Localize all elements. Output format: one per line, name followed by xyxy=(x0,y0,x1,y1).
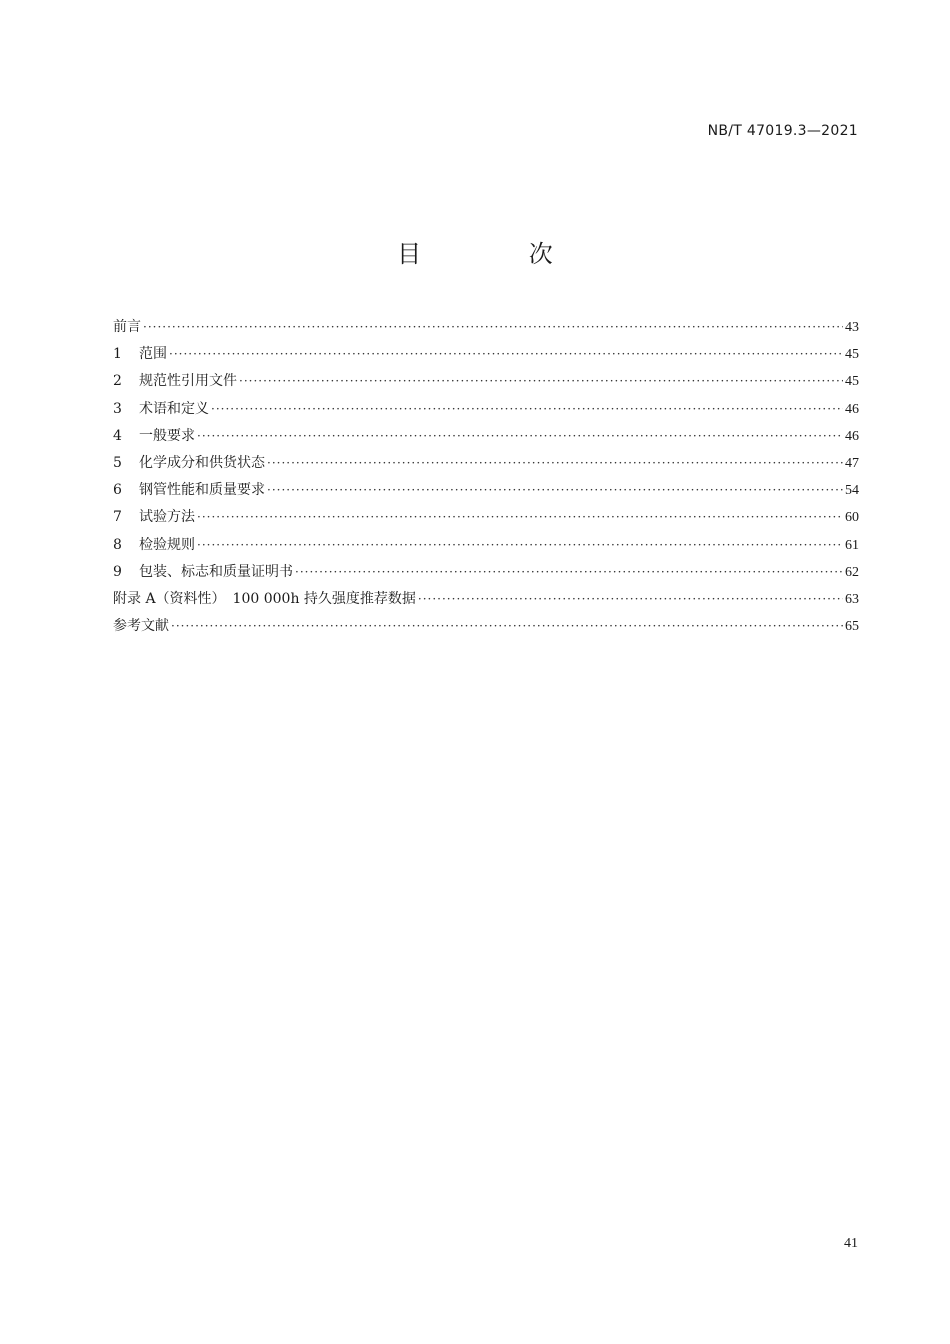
toc-entry-label: 前言 xyxy=(113,319,141,335)
toc-entry-page: 46 xyxy=(845,428,859,444)
toc-entry-page: 62 xyxy=(845,564,859,580)
toc-entry-page: 43 xyxy=(845,320,859,335)
toc-entry-page: 61 xyxy=(845,537,859,553)
toc-entry-page: 65 xyxy=(845,619,859,635)
toc-entry-page: 47 xyxy=(845,455,859,471)
toc-entry-label: 检验规则 xyxy=(139,536,195,553)
toc-entry-page: 60 xyxy=(845,510,859,526)
toc-entry-1[interactable] xyxy=(113,341,859,368)
toc-leader-dots xyxy=(143,314,843,341)
toc-entry-number: 8 xyxy=(113,536,122,553)
toc-leader-dots xyxy=(197,504,843,531)
toc-leader-dots xyxy=(211,396,843,423)
toc-entry-7[interactable] xyxy=(113,504,859,531)
page-title: 目 次 xyxy=(397,240,603,268)
toc-entry-label: 钢管性能和质量要求 xyxy=(139,482,265,499)
toc-leader-dots xyxy=(197,423,843,450)
standard-number: NB/T 47019.3—2021 xyxy=(707,123,858,139)
toc-entry-label: 范围 xyxy=(139,346,167,363)
toc-entry-page: 45 xyxy=(845,374,859,390)
toc-leader-dots xyxy=(171,613,843,640)
toc-entry-5[interactable] xyxy=(113,450,859,477)
toc-entry-number: 6 xyxy=(113,482,122,499)
toc-entry-9[interactable] xyxy=(113,559,859,586)
toc-entry-label: 规范性引用文件 xyxy=(139,373,237,390)
toc-leader-dots xyxy=(197,532,843,559)
toc-entry-foreword[interactable] xyxy=(113,314,859,341)
page-number: 41 xyxy=(844,1236,858,1251)
toc-entry-page: 46 xyxy=(845,401,859,417)
toc-entry-6[interactable] xyxy=(113,477,859,504)
table-of-contents xyxy=(113,314,859,640)
toc-entry-3[interactable] xyxy=(113,396,859,423)
toc-entry-label: 一般要求 xyxy=(139,427,195,444)
toc-entry-label: 术语和定义 xyxy=(139,400,209,417)
toc-entry-number: 9 xyxy=(113,563,122,580)
toc-entry-number: 3 xyxy=(113,400,122,417)
toc-entry-label: 化学成分和供货状态 xyxy=(139,454,265,471)
toc-leader-dots xyxy=(418,586,843,613)
toc-entry-label: 参考文献 xyxy=(113,618,169,635)
toc-entry-number: 2 xyxy=(113,373,122,390)
toc-entry-2[interactable] xyxy=(113,368,859,395)
toc-entry-label: 附录 A（资料性） 100 000h 持久强度推荐数据 xyxy=(113,590,416,607)
toc-entry-4[interactable] xyxy=(113,423,859,450)
toc-leader-dots xyxy=(239,368,843,395)
toc-entry-label: 试验方法 xyxy=(139,509,195,526)
toc-entry-number: 4 xyxy=(113,427,122,444)
toc-entry-label: 包装、标志和质量证明书 xyxy=(139,563,293,580)
toc-entry-appendix-a[interactable] xyxy=(113,586,859,613)
toc-entry-page: 45 xyxy=(845,347,859,363)
toc-entry-references[interactable] xyxy=(113,613,859,640)
toc-leader-dots xyxy=(267,477,843,504)
toc-entry-number: 1 xyxy=(113,346,122,363)
toc-entry-number: 5 xyxy=(113,454,122,471)
toc-entry-8[interactable] xyxy=(113,532,859,559)
toc-leader-dots xyxy=(169,341,843,368)
toc-entry-number: 7 xyxy=(113,509,122,526)
toc-entry-page: 63 xyxy=(845,591,859,607)
toc-leader-dots xyxy=(267,450,843,477)
toc-entry-page: 54 xyxy=(845,483,859,499)
toc-leader-dots xyxy=(295,559,843,586)
